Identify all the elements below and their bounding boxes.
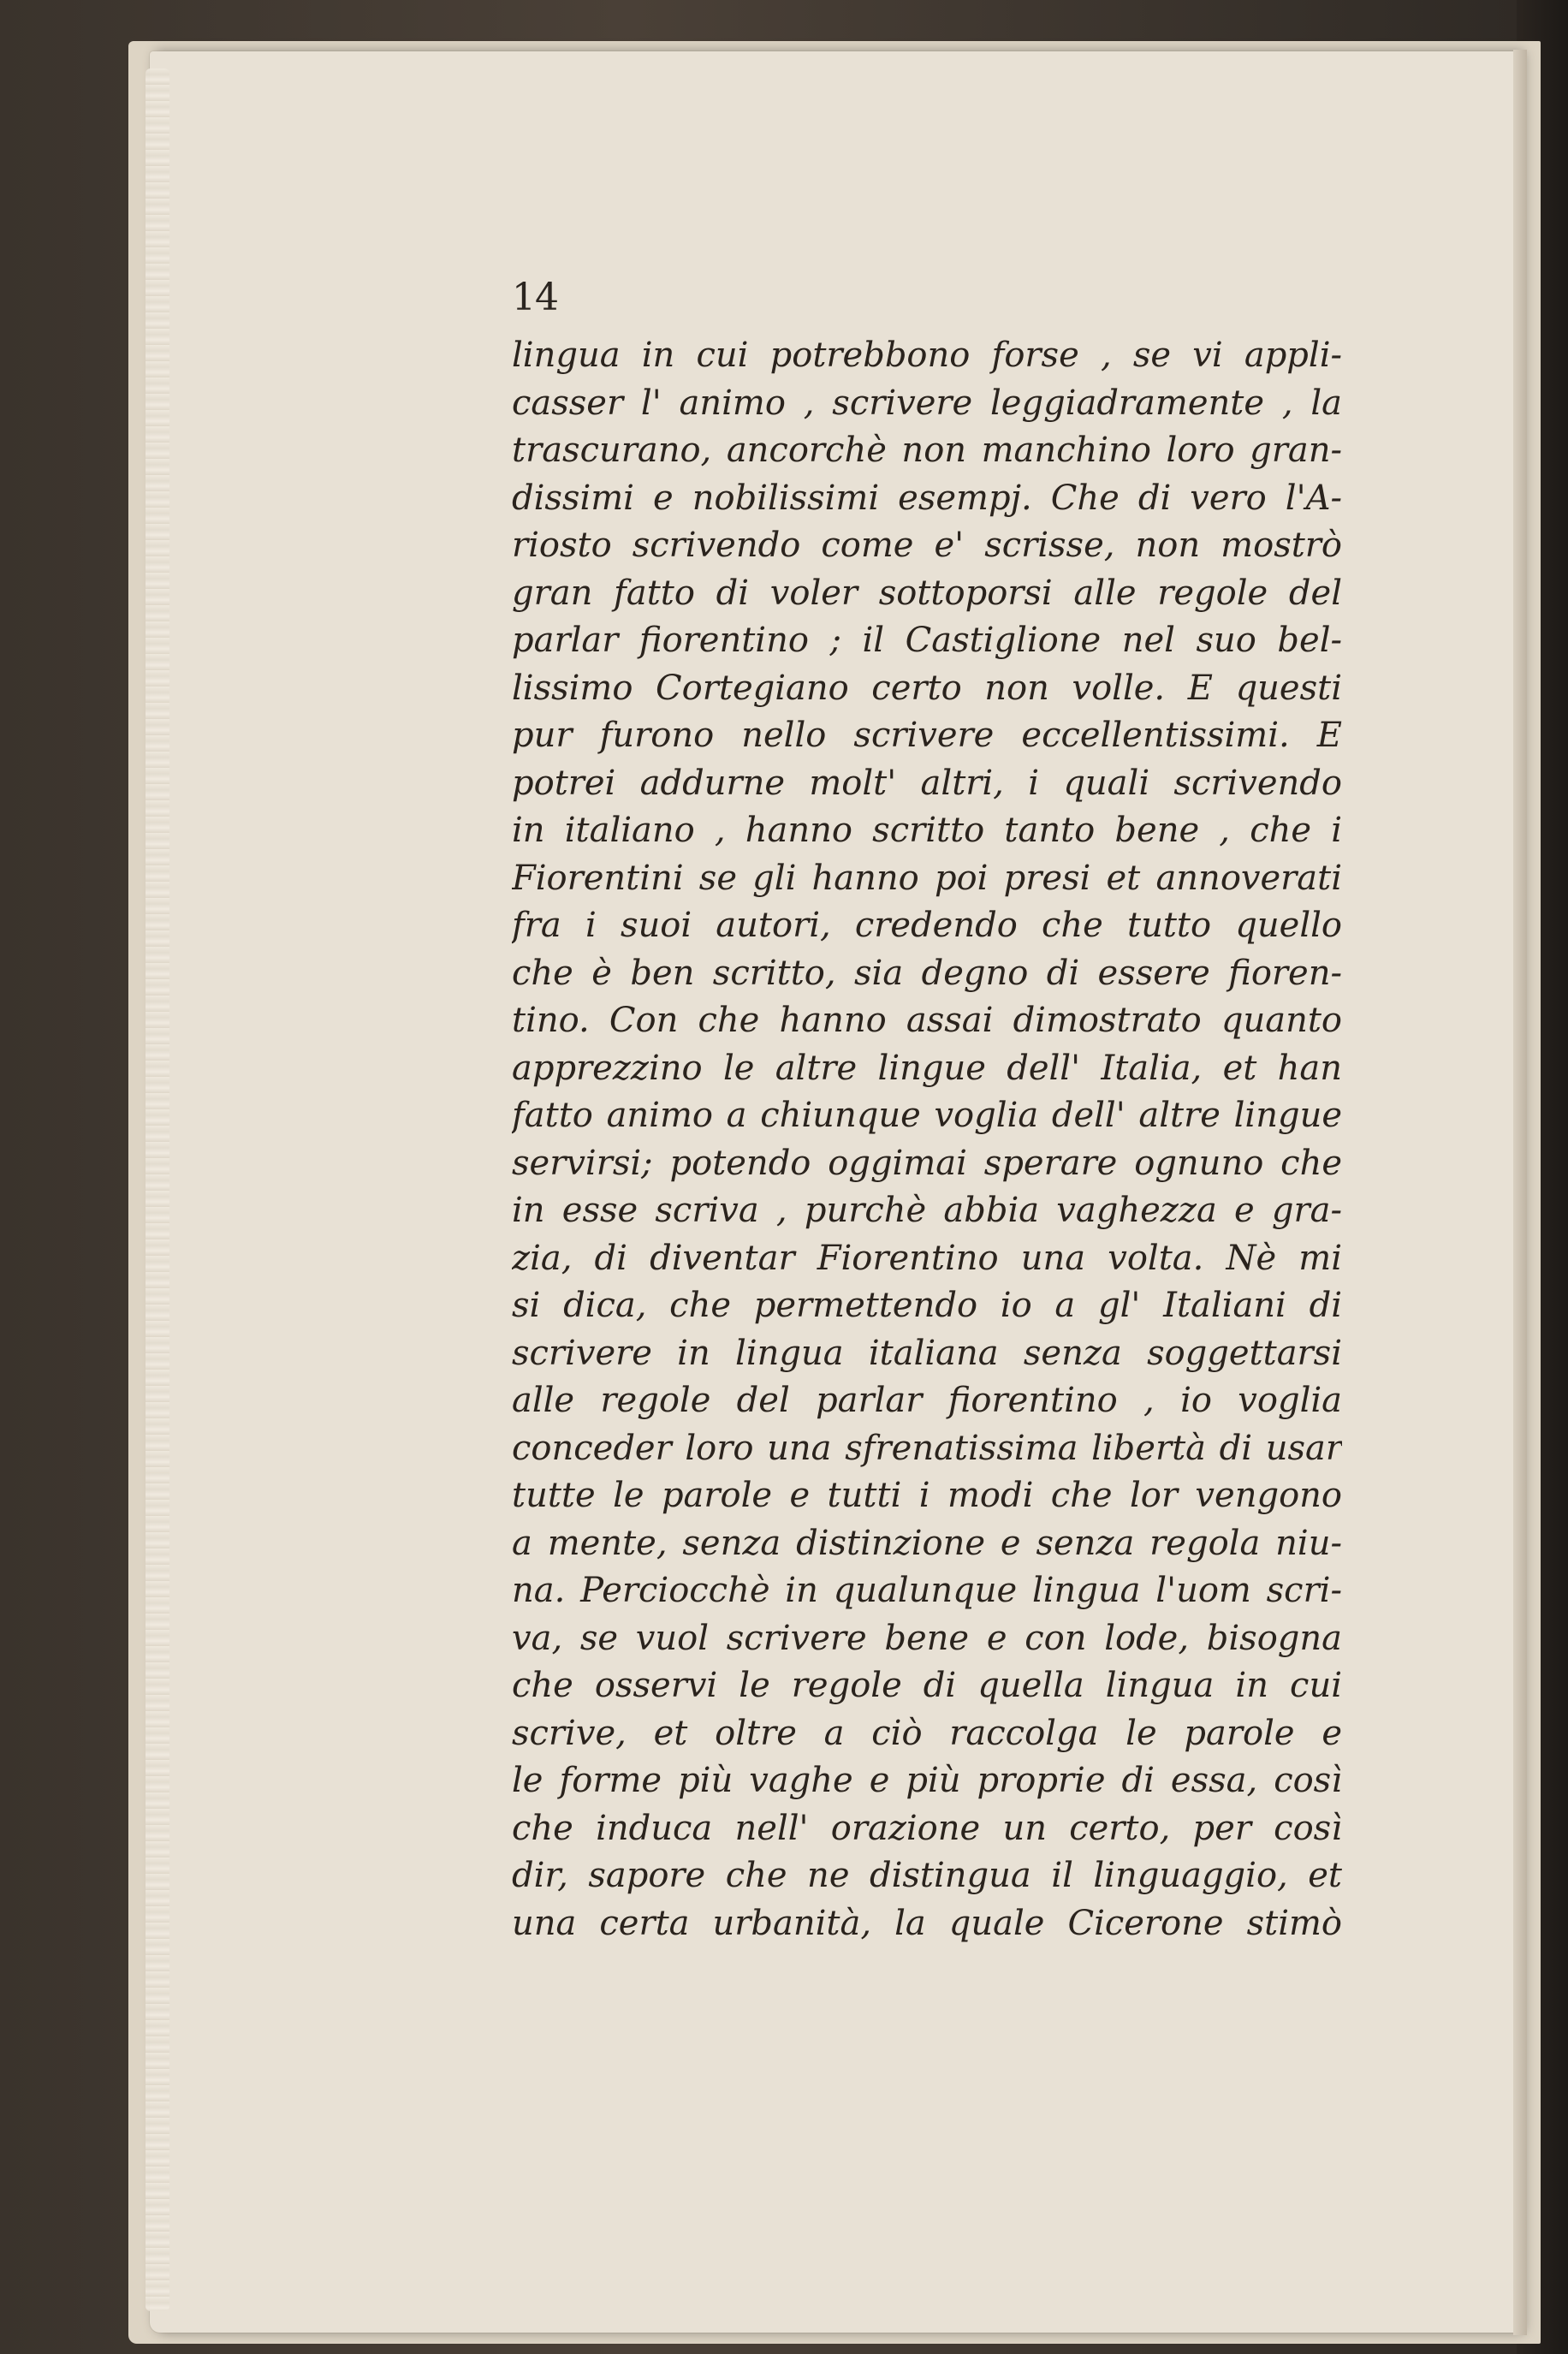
text-line: in italiano , hanno scritto tanto bene , che i bbox=[512, 811, 1342, 850]
text-line: gran fatto di voler sottoporsi alle regole del bbox=[512, 573, 1342, 613]
text-line: che osservi le regole di quella lingua in cui bbox=[512, 1666, 1342, 1705]
text-line: conceder loro una sfrenatissima libertà di usar bbox=[512, 1428, 1342, 1468]
text-line: parlar fiorentino ; il Castiglione nel suo bel- bbox=[512, 621, 1342, 660]
text-line: fatto animo a chiunque voglia dell' altre lingue bbox=[512, 1096, 1342, 1135]
text-line: una certa urbanità, la quale Cicerone stimò bbox=[512, 1903, 1342, 1943]
text-line: le forme più vaghe e più proprie di essa, così bbox=[512, 1761, 1342, 1800]
text-line: scrive, et oltre a ciò raccolga le parole e bbox=[512, 1713, 1342, 1753]
text-line: fra i suoi autori, credendo che tutto quello bbox=[512, 906, 1342, 945]
text-line: dissimi e nobilissimi esempj. Che di vero l'A- bbox=[512, 478, 1342, 518]
body-text bbox=[512, 332, 1351, 1947]
text-line: riosto scrivendo come e' scrisse, non mostrò bbox=[512, 526, 1342, 565]
text-line: zia, di diventar Fiorentino una volta. Nè mi bbox=[512, 1238, 1342, 1278]
text-line: pur furono nello scrivere eccellentissimi. E bbox=[512, 716, 1342, 755]
text-line: tutte le parole e tutti i modi che lor vengono bbox=[512, 1476, 1342, 1515]
text-line: Fiorentini se gli hanno poi presi et annoverati bbox=[512, 858, 1342, 898]
text-line: scrivere in lingua italiana senza soggettarsi bbox=[512, 1333, 1342, 1373]
text-line: in esse scriva , purchè abbia vaghezza e gra- bbox=[512, 1191, 1342, 1230]
text-line: apprezzino le altre lingue dell' Italia, et han bbox=[512, 1048, 1342, 1088]
text-line: va, se vuol scrivere bene e con lode, bisogna bbox=[512, 1618, 1342, 1658]
text-line: potrei addurne molt' altri, i quali scrivendo bbox=[512, 763, 1342, 803]
text-line: lissimo Cortegiano certo non volle. E questi bbox=[512, 668, 1342, 708]
page-deckle-edge bbox=[146, 68, 169, 2311]
text-line: lingua in cui potrebbono forse , se vi appli- bbox=[512, 336, 1342, 375]
page-gutter-edge bbox=[1513, 50, 1527, 2335]
text-line: casser l' animo , scrivere leggiadramente , la bbox=[512, 383, 1342, 423]
text-line: che è ben scritto, sia degno di essere fioren- bbox=[512, 953, 1342, 993]
text-line: dir, sapore che ne distingua il linguaggio, et bbox=[512, 1856, 1342, 1895]
text-line: si dica, che permettendo io a gl' Italiani di bbox=[512, 1286, 1342, 1325]
text-line: na. Perciocchè in qualunque lingua l'uom scri- bbox=[512, 1571, 1342, 1610]
text-line: che induca nell' orazione un certo, per così bbox=[512, 1808, 1342, 1848]
text-line: trascurano, ancorchè non manchino loro gran- bbox=[512, 431, 1342, 470]
text-line: alle regole del parlar fiorentino , io voglia bbox=[512, 1381, 1342, 1420]
text-line: tino. Con che hanno assai dimostrato quanto bbox=[512, 1001, 1342, 1040]
text-line: a mente, senza distinzione e senza regola niu- bbox=[512, 1523, 1342, 1563]
page-number: 14 bbox=[512, 276, 558, 319]
text-line: servirsi; potendo oggimai sperare ognuno che bbox=[512, 1143, 1342, 1183]
